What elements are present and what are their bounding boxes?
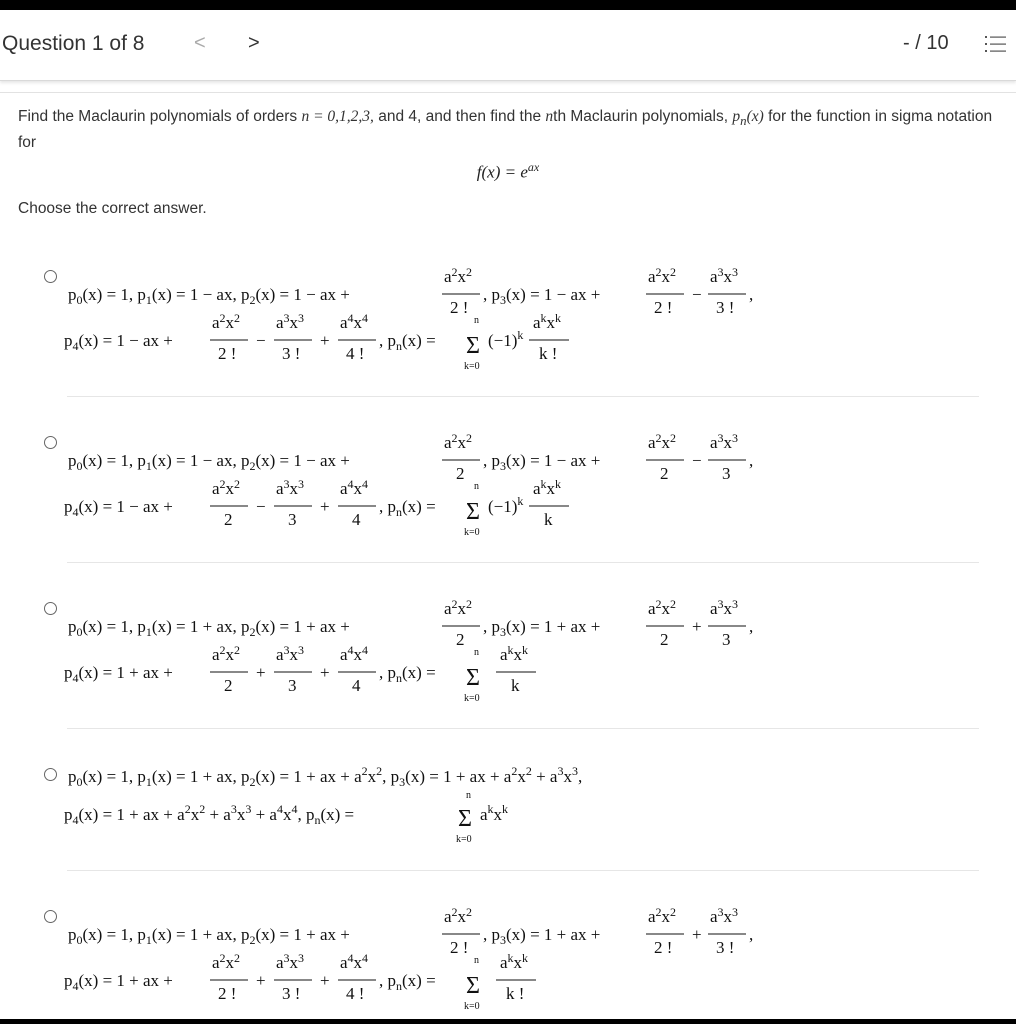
svg-text:a2x2: $a^2x^2$ [648, 597, 677, 618]
svg-text:a2x2: $a^2x^2$ [212, 951, 241, 972]
svg-text:p4(x) = 1 + ax + a2x2 + a3x3 +: $p_4(x) = 1$ + ax + $a^2x^2 + a^3x^3 + a^4x^4$, $p_n(x)$ = [64, 802, 355, 827]
function-definition: $f(x) = e^{ax}$ [476, 160, 540, 182]
svg-text:, pn(x) =: , $p_n(x)$ = [379, 331, 436, 353]
svg-text:a3x3: $a^3x^3$ [276, 951, 305, 972]
svg-text:a2x2: $a^2x^2$ [212, 311, 241, 332]
svg-text:3 !: 3 ! [716, 938, 735, 957]
option-separator [67, 562, 979, 563]
svg-text:4: 4 [352, 676, 361, 695]
svg-text:Σ: Σ [466, 973, 480, 999]
svg-text:k=0: k=0 [464, 693, 480, 704]
svg-text:, p3(x) = 1 + ax +: , $p_3(x) = 1$ + ax + [483, 925, 601, 947]
svg-text:+: + [320, 331, 330, 350]
svg-text:akxk: $a^kx^k$ [533, 311, 562, 332]
svg-text:a4x4: $a^4x^4$ [340, 951, 369, 972]
svg-text:a3x3: $a^3x^3$ [276, 311, 305, 332]
svg-text:2 !: 2 ! [654, 298, 673, 317]
prompt-nth: n [545, 108, 554, 125]
previous-question-button[interactable]: < [194, 32, 206, 54]
option-d-formula [42, 758, 982, 858]
svg-text:p0(x) = 1, p1(x) = 1 + ax, p2(: $p_0(x) = 1$, $p_1(x) = 1$ + ax, $p_2(x) = 1$ + ax + [68, 925, 350, 947]
svg-text:a2x2: $a^2x^2$ [648, 431, 677, 452]
svg-text:Σ: Σ [466, 333, 480, 359]
svg-text:a3x3: $a^3x^3$ [276, 477, 305, 498]
svg-text:−: − [256, 331, 266, 350]
svg-text:a2x2: $a^2x^2$ [212, 477, 241, 498]
svg-text:3: 3 [722, 464, 731, 483]
prompt-orders: n = 0,1,2,3, [301, 108, 374, 125]
svg-text:k=0: k=0 [456, 834, 472, 845]
svg-text:(−1)k: $(-1)^k$ [488, 494, 524, 516]
svg-text:+: + [692, 617, 702, 636]
svg-text:a2x2: $a^2x^2$ [444, 265, 473, 286]
svg-text:2: 2 [224, 676, 233, 695]
svg-text:p0(x) = 1, p1(x) = 1 + ax, p2(: $p_0(x) = 1$, $p_1(x) = 1$ + ax, $p_2(x) = 1$ + ax + [68, 617, 350, 639]
svg-text:2 !: 2 ! [218, 984, 237, 1003]
svg-text:, p3(x) = 1 − ax +: , $p_3(x) = 1$ − ax + [483, 451, 601, 473]
svg-text:3 !: 3 ! [282, 984, 301, 1003]
svg-text:+: + [320, 971, 330, 990]
header-divider [0, 92, 1016, 93]
svg-text:p0(x) = 1, p1(x) = 1 − ax, p2(: $p_0(x) = 1$, $p_1(x) = 1$ − ax, $p_2(x) = 1$ − ax + [68, 285, 350, 307]
option-c-formula [42, 592, 982, 712]
option-separator [67, 396, 979, 397]
svg-text:k=0: k=0 [464, 361, 480, 372]
bottom-bar [0, 1019, 1016, 1024]
svg-text:p4(x) = 1 + ax +: $p_4(x) = 1$ + ax + [64, 971, 173, 993]
svg-text:+: + [692, 925, 702, 944]
svg-text:3: 3 [288, 510, 297, 529]
svg-text:2: 2 [456, 464, 465, 483]
svg-text:a3x3: $a^3x^3$ [710, 431, 739, 452]
svg-text:a2x2: $a^2x^2$ [444, 905, 473, 926]
svg-text:,: , [749, 451, 754, 470]
question-header [0, 10, 1016, 81]
svg-text:(−1)k: $(-1)^k$ [488, 328, 524, 350]
svg-text:akxk: $a^kx^k$ [533, 477, 562, 498]
svg-text:a3x3: $a^3x^3$ [276, 643, 305, 664]
svg-text:2: 2 [224, 510, 233, 529]
svg-text:p4(x) = 1 − ax +: $p_4(x) = 1$ − ax + [64, 497, 173, 519]
svg-text:n: n [474, 315, 479, 326]
svg-text:k: k [544, 510, 553, 529]
svg-text:, pn(x) =: , $p_n(x)$ = [379, 971, 436, 993]
svg-text:p4(x) = 1 + ax +: $p_4(x) = 1$ + ax + [64, 663, 173, 685]
svg-text:p0(x) = 1, p1(x) = 1 + ax, p2(: $p_0(x) = 1$, $p_1(x) = 1$ + ax, $p_2(x) = 1$ + ax + $a^2x^2$, $p_3(x) = 1$ + ax + $a^2x^2 + a^3x^3$, [68, 764, 583, 789]
prompt-text-1: Find the Maclaurin polynomials of orders [18, 108, 302, 125]
instruction-text: Choose the correct answer. [18, 200, 207, 217]
svg-text:k !: k ! [506, 984, 525, 1003]
svg-text:n: n [474, 955, 479, 966]
prompt-text-2: and 4, and then find the [373, 108, 546, 125]
prompt-pn: $p_n(x)$ [732, 108, 764, 129]
svg-text:a3x3: $a^3x^3$ [710, 597, 739, 618]
svg-text:akxk: $a^kx^k$ [500, 951, 529, 972]
option-separator [67, 870, 979, 871]
score-display: - / 10 [903, 32, 949, 54]
svg-text:p4(x) = 1 − ax +: $p_4(x) = 1$ − ax + [64, 331, 173, 353]
svg-text:a2x2: $a^2x^2$ [212, 643, 241, 664]
svg-text:p0(x) = 1, p1(x) = 1 − ax, p2(: $p_0(x) = 1$, $p_1(x) = 1$ − ax, $p_2(x) = 1$ − ax + [68, 451, 350, 473]
option-a-formula [42, 260, 982, 380]
svg-text:,: , [749, 617, 754, 636]
svg-text:, pn(x) =: , $p_n(x)$ = [379, 497, 436, 519]
svg-text:akxk: $a^kx^k$ [500, 643, 529, 664]
svg-text:a4x4: $a^4x^4$ [340, 477, 369, 498]
svg-text:3 !: 3 ! [716, 298, 735, 317]
svg-text:+: + [256, 971, 266, 990]
svg-text:3 !: 3 ! [282, 344, 301, 363]
svg-text:+: + [256, 663, 266, 682]
svg-text:, p3(x) = 1 − ax +: , $p_3(x) = 1$ − ax + [483, 285, 601, 307]
svg-text:k !: k ! [539, 344, 558, 363]
svg-text:k=0: k=0 [464, 527, 480, 538]
option-separator [67, 728, 979, 729]
svg-text:k=0: k=0 [464, 1001, 480, 1012]
svg-text:4 !: 4 ! [346, 984, 365, 1003]
svg-text:a3x3: $a^3x^3$ [710, 265, 739, 286]
svg-text:a2x2: $a^2x^2$ [648, 265, 677, 286]
svg-text:, pn(x) =: , $p_n(x)$ = [379, 663, 436, 685]
svg-text:+: + [320, 663, 330, 682]
svg-text:−: − [692, 451, 702, 470]
prompt-text-3: th Maclaurin polynomials, [553, 108, 733, 125]
svg-text:2: 2 [660, 464, 669, 483]
svg-text:Σ: Σ [458, 806, 472, 832]
svg-text:Σ: Σ [466, 665, 480, 691]
svg-text:a4x4: $a^4x^4$ [340, 643, 369, 664]
svg-text:n: n [474, 481, 479, 492]
svg-text:3: 3 [722, 630, 731, 649]
svg-text:3: 3 [288, 676, 297, 695]
svg-text:+: + [320, 497, 330, 516]
svg-text:, p3(x) = 1 + ax +: , $p_3(x) = 1$ + ax + [483, 617, 601, 639]
svg-text:2: 2 [456, 630, 465, 649]
svg-text:2 !: 2 ! [654, 938, 673, 957]
next-question-button[interactable]: > [248, 32, 260, 54]
option-b-formula [42, 426, 982, 546]
svg-text:4: 4 [352, 510, 361, 529]
svg-text:2: 2 [660, 630, 669, 649]
question-counter: Question 1 of 8 [2, 32, 145, 55]
svg-text:akxk: $a^kx^k$ [480, 802, 509, 824]
svg-text:a2x2: $a^2x^2$ [648, 905, 677, 926]
svg-text:−: − [256, 497, 266, 516]
svg-text:4 !: 4 ! [346, 344, 365, 363]
svg-text:a3x3: $a^3x^3$ [710, 905, 739, 926]
svg-text:,: , [749, 925, 754, 944]
option-e-formula [42, 900, 982, 1020]
svg-text:2 !: 2 ! [450, 298, 469, 317]
svg-text:a2x2: $a^2x^2$ [444, 597, 473, 618]
svg-text:n: n [474, 647, 479, 658]
svg-text:Σ: Σ [466, 499, 480, 525]
svg-text:2 !: 2 ! [450, 938, 469, 957]
svg-text:k: k [511, 676, 520, 695]
svg-text:2 !: 2 ! [218, 344, 237, 363]
list-icon[interactable] [985, 34, 1007, 54]
svg-text:a2x2: $a^2x^2$ [444, 431, 473, 452]
svg-text:n: n [466, 790, 471, 801]
prompt-text-4: for the function in sigma notation for [18, 108, 993, 152]
svg-text:−: − [692, 285, 702, 304]
svg-text:a4x4: $a^4x^4$ [340, 311, 369, 332]
top-bar [0, 0, 1016, 10]
question-prompt [18, 106, 998, 154]
svg-text:,: , [749, 285, 754, 304]
